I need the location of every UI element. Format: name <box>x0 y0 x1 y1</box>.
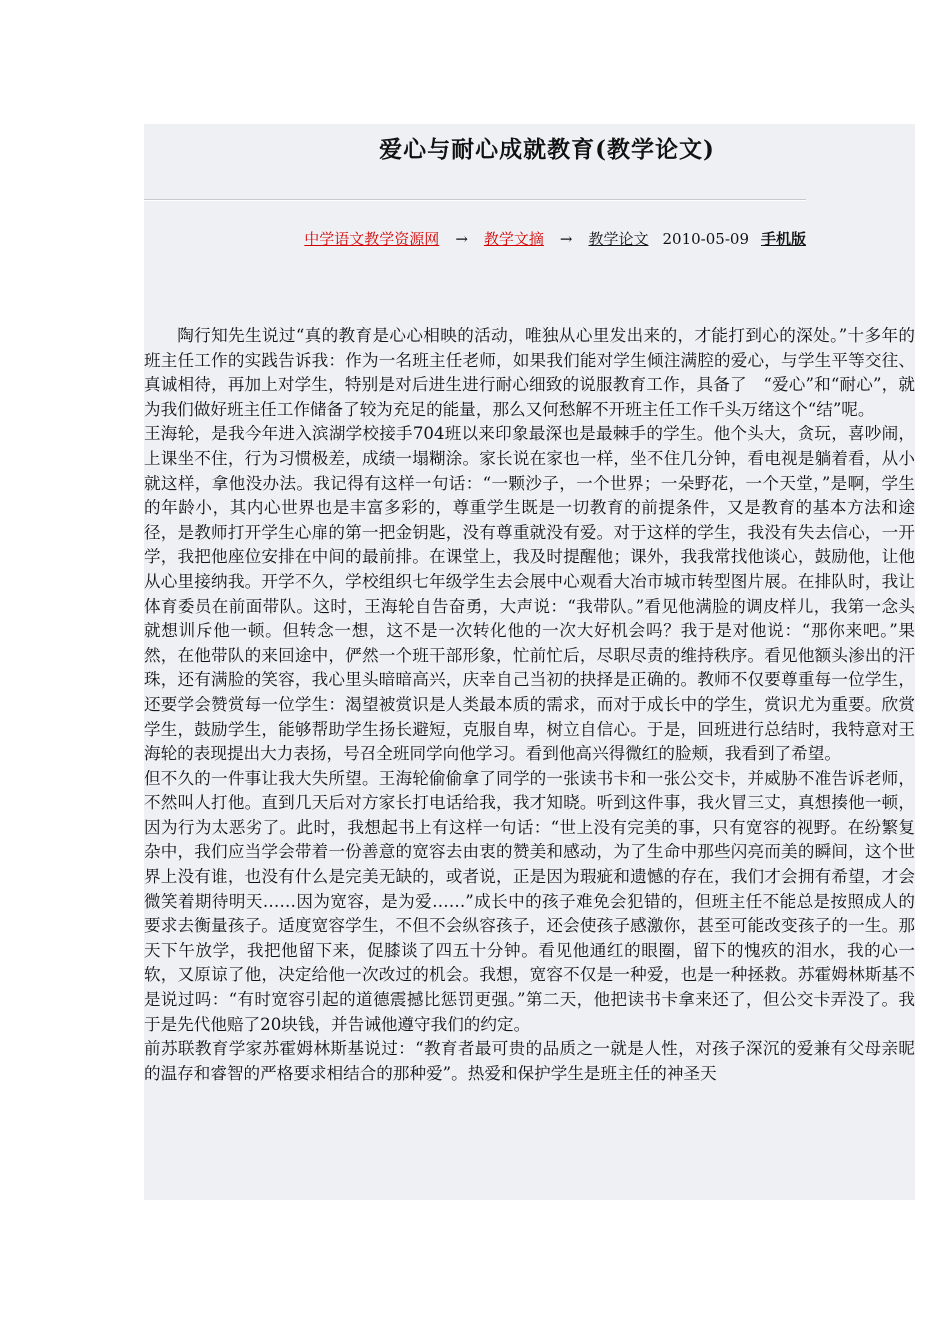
breadcrumb-arrow-icon: → <box>559 230 573 248</box>
title-divider <box>144 199 806 201</box>
paragraph: 陶行知先生说过“真的教育是心心相映的活动，唯独从心里发出来的，才能打到心的深处。”十多年的班主任工作的实践告诉我：作为一名班主任老师，如果我们能对学生倾注满腔的爱心，与学生平等交往、真诚相待，再加上对学生，特别是对后进生进行耐心细致的说服教育工作，具备了 “爱心”和“耐心”，就为我们做好班主任工作储备了较为充足的能量，那么又何愁解不开班主任工作千头万绪这个“结”呢。 <box>144 326 915 419</box>
article-body <box>144 324 915 1086</box>
breadcrumb-site-link[interactable]: 中学语文教学资源网 <box>304 230 440 248</box>
breadcrumb-category-link[interactable]: 教学论文 <box>588 230 649 248</box>
publish-date: 2010-05-09 <box>662 230 749 248</box>
page-title: 爱心与耐心成就教育(教学论文) <box>379 136 715 163</box>
breadcrumb-arrow-icon: → <box>455 230 468 248</box>
paragraph: 但不久的一件事让我大失所望。王海轮偷偷拿了同学的一张读书卡和一张公交卡，并威胁不准告诉老师，不然叫人打他。直到几天后对方家长打电话给我，我才知晓。听到这件事，我火冒三丈，真想揍他一顿，因为行为太恶劣了。此时，我想起书上有这样一句话：“世上没有完美的事，只有宽容的视野。在纷繁复杂中，我们应当学会带着一份善意的宽容去由衷的赞美和感动，为了生命中那些闪亮而美的瞬间，这个世界上没有谁，也没有什么是完美无缺的，或者说，正是因为瑕疵和遗憾的存在，我们才会拥有希望，才会微笑着期待明天……因为宽容，是为爱……”成长中的孩子难免会犯错的，但班主任不能总是按照成人的要求去衡量孩子。适度宽容学生，不但不会纵容孩子，还会使孩子感激你，甚至可能改变孩子的一生。那天下午放学，我把他留下来，促膝谈了四五十分钟。看见他通红的眼圈，留下的愧疚的泪水，我的心一软，又原谅了他，决定给他一次改过的机会。我想，宽容不仅是一种爱，也是一种拯救。苏霍姆林斯基不是说过吗：“有时宽容引起的道德震撼比惩罚更强。”第二天，他把读书卡拿来还了，但公交卡弄没了。我于是先代他赔了20块钱，并告诫他遵守我们的约定。 <box>144 768 915 1034</box>
breadcrumb-section-link[interactable]: 教学文摘 <box>483 230 544 248</box>
breadcrumb <box>144 226 806 252</box>
mobile-version-link[interactable]: 手机版 <box>760 230 806 248</box>
page-bottom-margin <box>144 1200 950 1344</box>
paragraph: 前苏联教育学家苏霍姆林斯基说过：“教育者最可贵的品质之一就是人性，对孩子深沉的爱兼有父母亲昵的温存和睿智的严格要求相结合的那种爱”。热爱和保护学生是班主任的神圣天 <box>144 1039 915 1083</box>
paragraph: 王海轮，是我今年进入滨湖学校接手704班以来印象最深也是最棘手的学生。他个头大，贪玩，喜吵闹，上课坐不住，行为习惯极差，成绩一塌糊涂。家长说在家也一样，坐不住几分钟，看电视是躺着看，从小就这样，拿他没办法。我记得有这样一句话：“一颗沙子，一个世界；一朵野花，一个天堂，”是啊，学生的年龄小，其内心世界也是丰富多彩的，尊重学生既是一切教育的前提条件，又是教育的基本方法和途径，是教师打开学生心扉的第一把金钥匙，没有尊重就没有爱。对于这样的学生，我没有失去信心，一开学，我把他座位安排在中间的最前排。在课堂上，我及时提醒他；课外，我我常找他谈心，鼓励他，让他从心里接纳我。开学不久，学校组织七年级学生去会展中心观看大冶市城市转型图片展。在排队时，我让体育委员在前面带队。这时，王海轮自告奋勇，大声说：“我带队。”看见他满脸的调皮样儿，我第一念头就想训斥他一顿。但转念一想，这不是一次转化他的一次大好机会吗？我于是对他说：“那你来吧。”果然，在他带队的来回途中，俨然一个班干部形象，忙前忙后，尽职尽责的维持秩序。看见他额头渗出的汗珠，还有满脸的笑容，我心里头暗暗高兴，庆幸自己当初的抉择是正确的。教师不仅要尊重每一位学生，还要学会赞赏每一位学生：渴望被赏识是人类最本质的需求，而对于成长中的学生，赏识尤为重要。欣赏学生，鼓励学生，能够帮助学生扬长避短，克服自卑，树立自信心。于是，回班进行总结时，我特意对王海轮的表现提出大力表扬，号召全班同学向他学习。看到他高兴得微红的脸颊，我看到了希望。 <box>144 424 915 764</box>
